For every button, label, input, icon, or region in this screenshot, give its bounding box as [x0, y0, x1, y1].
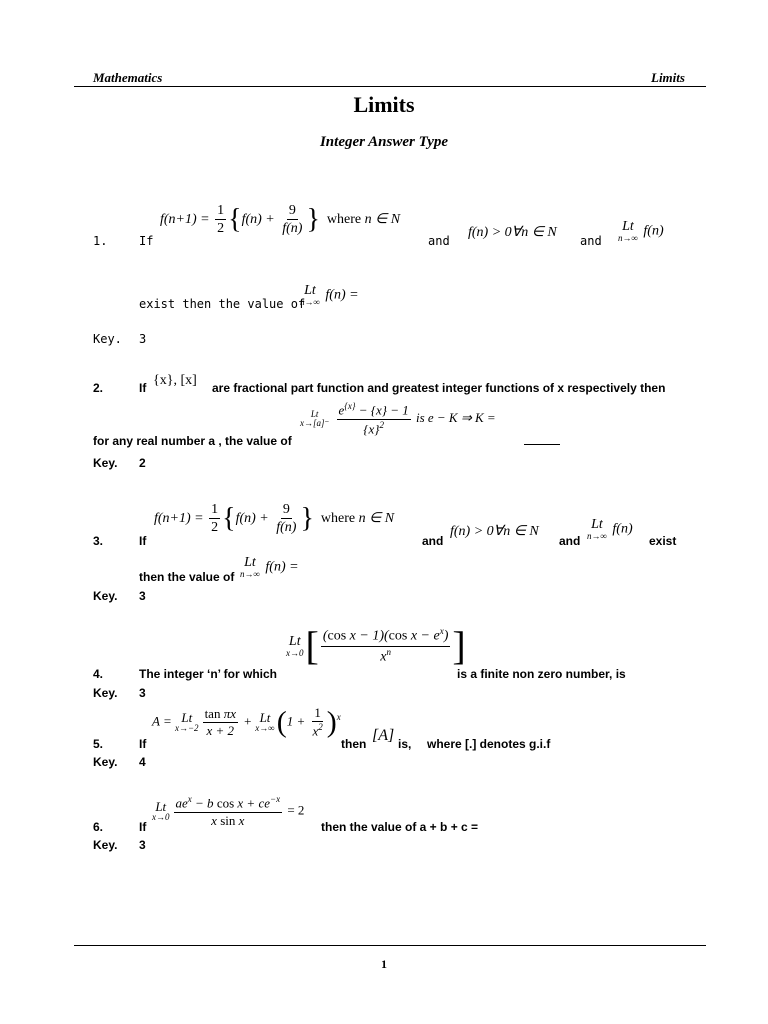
header-rule [74, 86, 706, 87]
key-label-2: Key. [93, 456, 118, 470]
q1-if: If [139, 234, 154, 248]
q2-answer-blank [524, 432, 560, 450]
key-label-1: Key. [93, 332, 122, 346]
q3-and-2: and [559, 534, 581, 548]
q1-exist-text: exist then the value of [139, 297, 306, 311]
q5-then: then [341, 737, 367, 751]
question-number-5: 5. [93, 737, 104, 751]
q1-and-2: and [580, 234, 602, 248]
q1-formula-positive: f(n) > 0∀n ∈ N [468, 225, 557, 240]
key-value-3: 3 [139, 589, 146, 603]
page-title: Limits [353, 92, 415, 117]
q4-formula: Lt x→0 [ $\frac{(\cos x - 1)(\cos x - e^x)}{x^n}$ ] [286, 623, 466, 668]
q1-formula-limit: Lt n→∞ f(n) [618, 219, 664, 243]
key-value-2: 2 [139, 456, 146, 470]
question-number-2: 2. [93, 381, 104, 395]
key-label-4: Key. [93, 686, 118, 700]
question-number-6: 6. [93, 820, 104, 834]
q3-if: If [139, 534, 147, 548]
header-left: Mathematics [93, 70, 163, 85]
q3-and-1: and [422, 534, 444, 548]
key-value-1: 3 [139, 332, 147, 346]
key-value-6: 3 [139, 838, 146, 852]
q4-text-1: The integer ‘n’ for which [139, 667, 278, 681]
key-label-3: Key. [93, 589, 118, 603]
q6-if: If [139, 820, 147, 834]
q4-text-2: is a finite non zero number, is [457, 667, 626, 681]
key-label-6: Key. [93, 838, 118, 852]
q3-then-text: then the value of [139, 570, 235, 584]
q3-formula-main: f(n+1) = $\frac{1}{2}$ {f(n) + $\frac{9}{f(n)}$ } where n ∈ N [154, 502, 395, 536]
q2-formula-functions: {x}, [x] [153, 373, 197, 388]
q5-where-text: where [.] denotes g.i.f [427, 737, 551, 751]
q3-formula-limit: Lt n→∞ f(n) [587, 517, 633, 541]
question-number-1: 1. [93, 234, 108, 248]
page-subtitle: Integer Answer Type [319, 134, 449, 150]
q5-formula: A = Lt x→−2 $\frac{\text{tan πx}}{x + 2}$ + Lt x→∞ (1 + $\frac{1}{x^2}$ )$^x$ [152, 705, 341, 739]
q1-and-1: and [428, 234, 450, 248]
q5-if: If [139, 737, 147, 751]
key-value-4: 3 [139, 686, 146, 700]
q3-formula-limit-value: Lt n→∞ f(n) = [240, 555, 299, 579]
q5-bracket-a: [A] [372, 727, 395, 744]
key-label-5: Key. [93, 755, 118, 769]
q3-formula-positive: f(n) > 0∀n ∈ N [450, 524, 539, 539]
q5-is: is, [398, 737, 412, 751]
q3-exist: exist [649, 534, 677, 548]
q6-formula: Lt x→0 $\frac{ae^x - b \cos x + ce^{-x}}{\text{x sin x}}$ = 2 [152, 794, 305, 828]
q2-if: If [139, 381, 147, 395]
q6-then-text: then the value of a + b + c = [321, 820, 479, 834]
q2-text-1: are fractional part function and greatest integer functions of x respectively then [212, 381, 666, 395]
question-number-3: 3. [93, 534, 104, 548]
footer-rule [74, 945, 706, 946]
q1-formula-main: f(n+1) = $\frac{1}{2}$ {f(n) + $\frac{9}{f(n)}$ } where n ∈ N [160, 203, 401, 237]
page-number: 1 [381, 957, 387, 971]
question-number-4: 4. [93, 667, 104, 681]
q2-text-2: for any real number a , the value of [93, 434, 292, 448]
q1-formula-limit-value: Lt n→∞ f(n) = [300, 283, 359, 307]
header-right: Limits [651, 70, 685, 85]
q2-formula-limit: Lt x→[a]⁻ $\frac{e^{\{x\}} - \{x\} - 1}{\{x\}^2}$ is e − K ⇒ K = [300, 401, 496, 436]
key-value-5: 4 [139, 755, 146, 769]
